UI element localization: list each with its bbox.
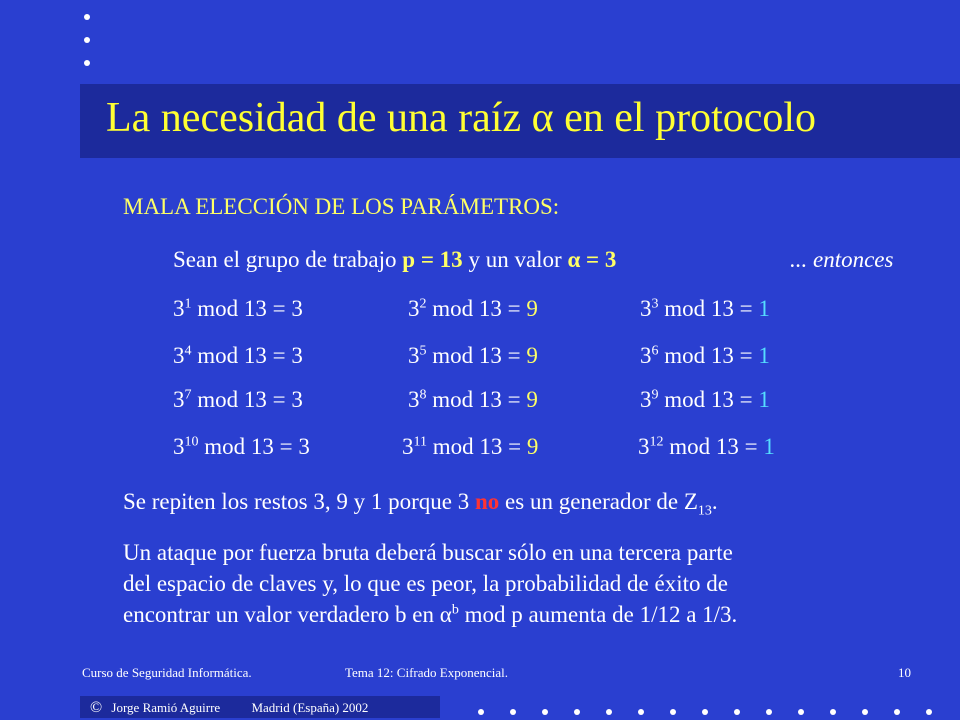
power-cell: $3^3$ mod 13 = 1 <box>640 296 770 321</box>
attack-line-1: Un ataque por fuerza bruta deberá buscar sólo en una tercera parte <box>123 540 733 565</box>
footer-page-number: 10 <box>898 665 911 680</box>
decor-dot <box>510 709 516 715</box>
decor-dot <box>702 709 708 715</box>
decor-dot <box>926 709 932 715</box>
intro-line: Sean el grupo de trabajo p = 13 y un valor α = 3 <box>173 247 617 272</box>
copyright-text: © Jorge Ramió Aguirre Madrid (España) 2002 <box>90 699 369 716</box>
decor-dot <box>84 60 90 66</box>
section-heading: MALA ELECCIÓN DE LOS PARÁMETROS: <box>123 194 560 219</box>
decor-dot <box>830 709 836 715</box>
decor-dot <box>478 709 484 715</box>
power-cell: $3^6$ mod 13 = 1 <box>640 343 770 368</box>
power-cell: $3^1$ mod 13 = 3 <box>173 296 303 321</box>
power-cell: $3^{11}$ mod 13 = 9 <box>402 434 539 459</box>
power-cell: $3^{12}$ mod 13 = 1 <box>638 434 775 459</box>
power-cell: $3^8$ mod 13 = 9 <box>408 387 538 412</box>
power-cell: $3^5$ mod 13 = 9 <box>408 343 538 368</box>
page-title: La necesidad de una raíz α en el protocolo <box>106 95 817 141</box>
decor-dot <box>670 709 676 715</box>
copyright-icon: © <box>90 699 103 716</box>
power-cell: $3^9$ mod 13 = 1 <box>640 387 770 412</box>
decor-dot <box>542 709 548 715</box>
decor-dot <box>638 709 644 715</box>
decor-dot <box>606 709 612 715</box>
decor-dot <box>798 709 804 715</box>
decor-dot <box>84 14 90 20</box>
intro-entonces: ... entonces <box>790 247 894 272</box>
decor-dot <box>862 709 868 715</box>
decor-dot <box>84 37 90 43</box>
decor-dot <box>894 709 900 715</box>
power-cell: $3^2$ mod 13 = 9 <box>408 296 538 321</box>
footer-course: Curso de Seguridad Informática. <box>82 665 252 680</box>
power-cell: $3^7$ mod 13 = 3 <box>173 387 303 412</box>
attack-line-3: encontrar un valor verdadero b en $\alpha^b$ mod p aumenta de 1/12 a 1/3. <box>123 602 738 627</box>
attack-line-2: del espacio de claves y, lo que es peor, la probabilidad de éxito de <box>123 571 728 596</box>
footer-topic: Tema 12: Cifrado Exponencial. <box>345 665 508 680</box>
repeat-text: Se repiten los restos 3, 9 y 1 porque 3 no es un generador de $Z_{13}$. <box>123 489 718 519</box>
decor-dot <box>574 709 580 715</box>
decor-dot <box>766 709 772 715</box>
power-cell: $3^4$ mod 13 = 3 <box>173 343 303 368</box>
power-cell: $3^{10}$ mod 13 = 3 <box>173 434 310 459</box>
decor-dot <box>734 709 740 715</box>
